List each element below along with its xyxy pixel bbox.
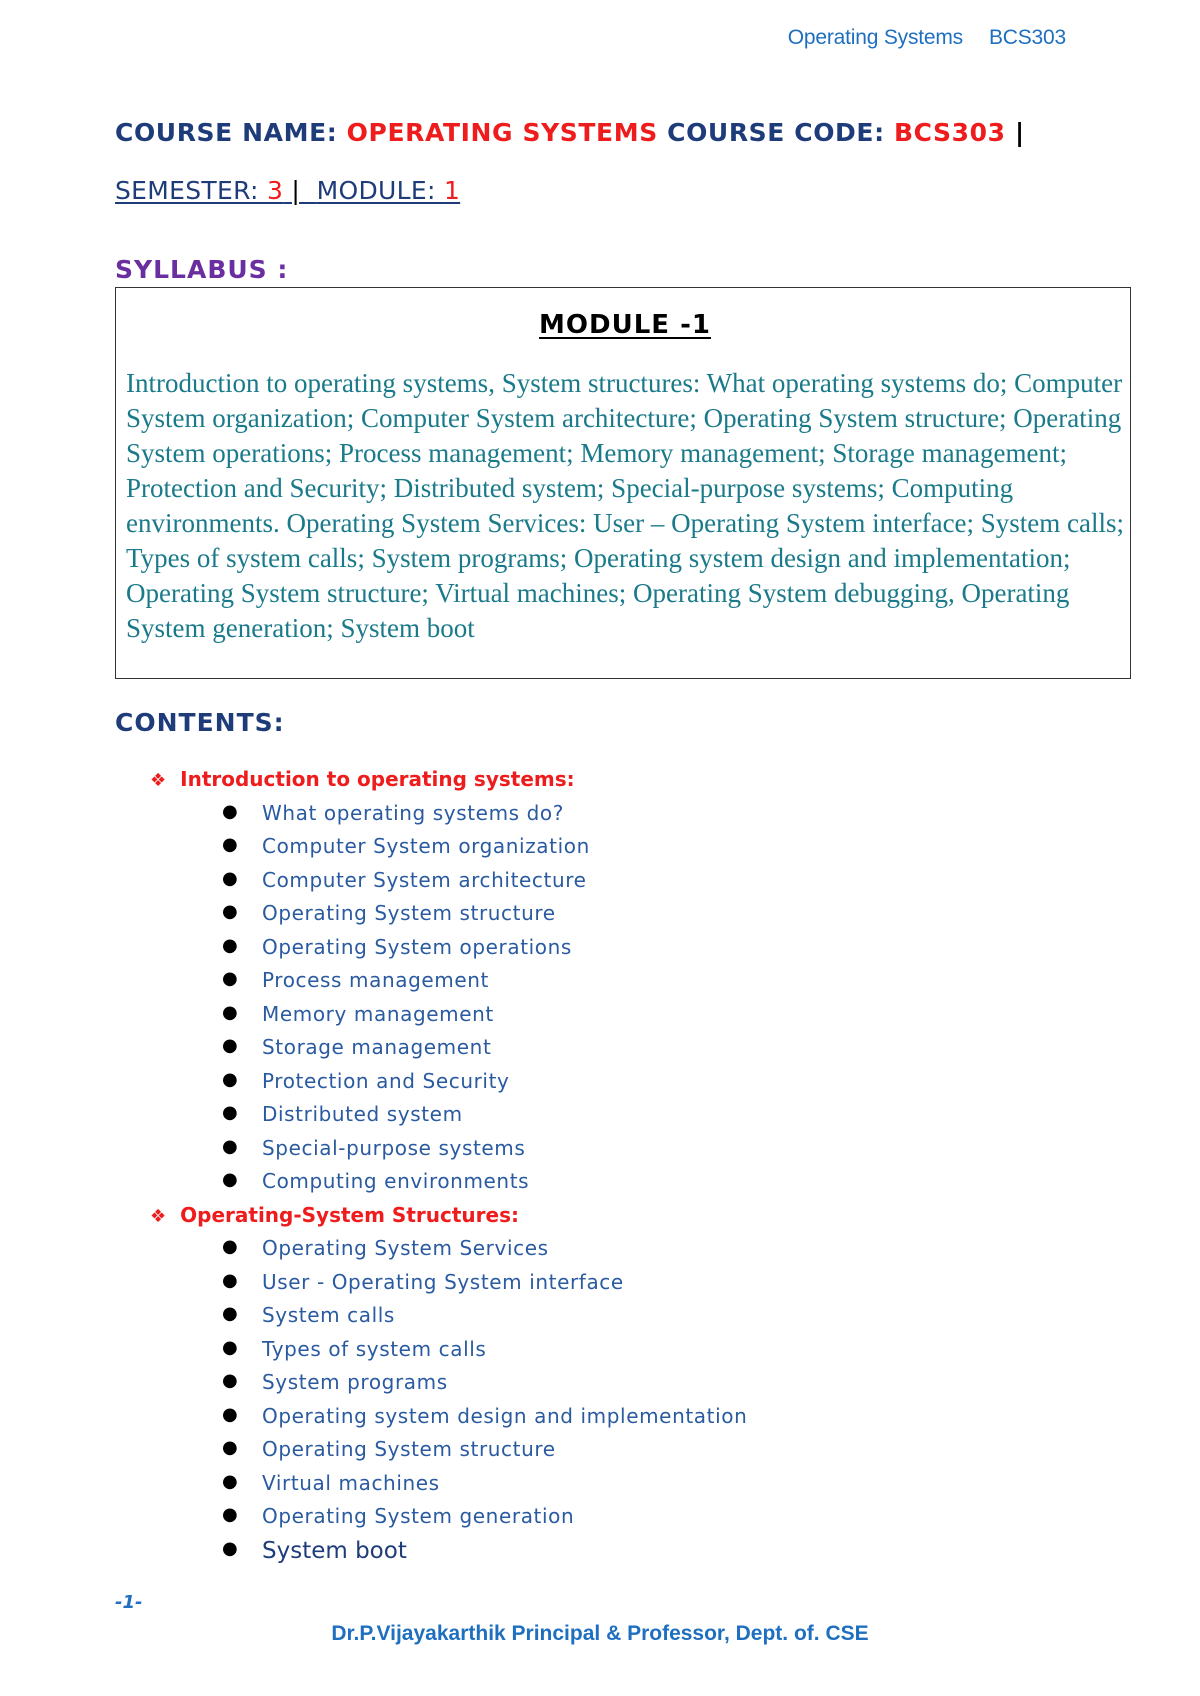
list-item-text: Computing environments — [262, 1169, 530, 1193]
list-item-text: Special-purpose systems — [262, 1135, 526, 1160]
semester-value: 3 — [266, 176, 284, 205]
dot-bullet-icon: ● — [222, 1169, 239, 1190]
dot-bullet-icon: ● — [222, 1068, 239, 1090]
course-name-label: COURSE NAME: — [115, 118, 347, 147]
section-title-text: Operating-System Structures: — [180, 1202, 519, 1227]
dot-bullet-icon: ● — [222, 1035, 239, 1056]
list-item-text: System boot — [262, 1537, 407, 1564]
course-info-line — [115, 118, 1025, 147]
list-item-text: Computer System organization — [262, 834, 590, 858]
list-item-text: Storage management — [262, 1035, 492, 1059]
dot-bullet-icon: ● — [222, 1303, 239, 1324]
list-item-text: Memory management — [262, 1001, 494, 1026]
dot-bullet-icon: ● — [222, 901, 239, 922]
header-subject: Operating Systems — [787, 26, 963, 49]
dot-bullet-icon: ● — [222, 1537, 239, 1559]
list-item-text: What operating systems do? — [262, 800, 564, 825]
dot-bullet-icon: ● — [222, 1504, 239, 1525]
dot-bullet-icon: ● — [222, 1269, 239, 1291]
course-separator: | — [1005, 118, 1025, 147]
list-item-text: Operating System structure — [262, 1437, 556, 1461]
dot-bullet-icon: ● — [222, 1336, 239, 1358]
page-header — [788, 26, 1066, 50]
course-code-label: COURSE CODE: — [657, 118, 894, 147]
list-item-text: Operating system design and implementation — [262, 1403, 748, 1428]
section-title-text: Introduction to operating systems: — [180, 767, 575, 791]
list-item-text: System calls — [262, 1303, 395, 1327]
module-title: MODULE -1 — [539, 310, 711, 340]
list-item-text: Operating System operations — [262, 934, 572, 959]
contents-heading: CONTENTS: — [115, 708, 285, 737]
dot-bullet-icon: ● — [222, 1370, 239, 1391]
dot-bullet-icon: ● — [222, 934, 239, 956]
dot-bullet-icon: ● — [222, 834, 239, 855]
module-label: MODULE: — [316, 176, 444, 205]
dot-bullet-icon: ● — [222, 1437, 239, 1458]
list-item-text: Types of system calls — [262, 1336, 487, 1361]
list-item-text: System programs — [262, 1370, 448, 1394]
list-item-text: Operating System Services — [262, 1236, 549, 1260]
dot-bullet-icon: ● — [222, 1001, 239, 1023]
list-item-text: Operating System generation — [262, 1504, 575, 1528]
semester-module-line — [115, 176, 460, 205]
list-item-text: Process management — [262, 968, 490, 992]
contents-section-title — [150, 767, 575, 791]
page-number: -1- — [115, 1592, 143, 1613]
list-item-text: Distributed system — [262, 1102, 463, 1126]
header-code: BCS303 — [988, 26, 1066, 49]
list-item-text: User - Operating System interface — [262, 1269, 624, 1294]
dot-bullet-icon: ● — [222, 1102, 239, 1123]
list-item-text: Virtual machines — [262, 1470, 440, 1495]
course-name-value: OPERATING SYSTEMS — [346, 118, 658, 147]
list-item-text: Protection and Security — [262, 1068, 510, 1093]
contents-section-title — [150, 1203, 519, 1227]
dot-bullet-icon: ● — [222, 1135, 239, 1157]
diamond-bullet-icon: ❖ — [150, 1205, 167, 1227]
module-value: 1 — [443, 176, 461, 205]
dot-bullet-icon: ● — [222, 867, 239, 889]
dot-bullet-icon: ● — [222, 800, 239, 822]
dot-bullet-icon: ● — [222, 1236, 239, 1257]
semester-label: SEMESTER: — [115, 176, 267, 205]
dot-bullet-icon: ● — [222, 968, 239, 989]
dot-bullet-icon: ● — [222, 1470, 239, 1492]
syllabus-text: Introduction to operating systems, System structures: What operating systems do; Computer System organization; Computer System architecture; Operating System structure; Operating System operations; Process management; Memory management; Storage management; Protection and Security; Distributed system; Special-purpose systems; Computing environments. Operating System Services: User – Operating System interface; System calls; Types of system calls; System programs; Operating system design and implementation; Operating System structure; Virtual machines; Operating System debugging, Operating System generation; System boot — [126, 368, 1125, 643]
semester-separator: | — [283, 176, 317, 205]
course-code-value: BCS303 — [893, 118, 1006, 147]
syllabus-heading: SYLLABUS : — [115, 255, 289, 284]
footer-author: Dr.P.Vijayakarthik Principal & Professor, Dept. of. CSE — [331, 1622, 869, 1645]
list-item-text: Operating System structure — [262, 901, 556, 925]
diamond-bullet-icon: ❖ — [150, 770, 167, 791]
list-item-text: Computer System architecture — [262, 867, 587, 892]
dot-bullet-icon: ● — [222, 1403, 239, 1425]
